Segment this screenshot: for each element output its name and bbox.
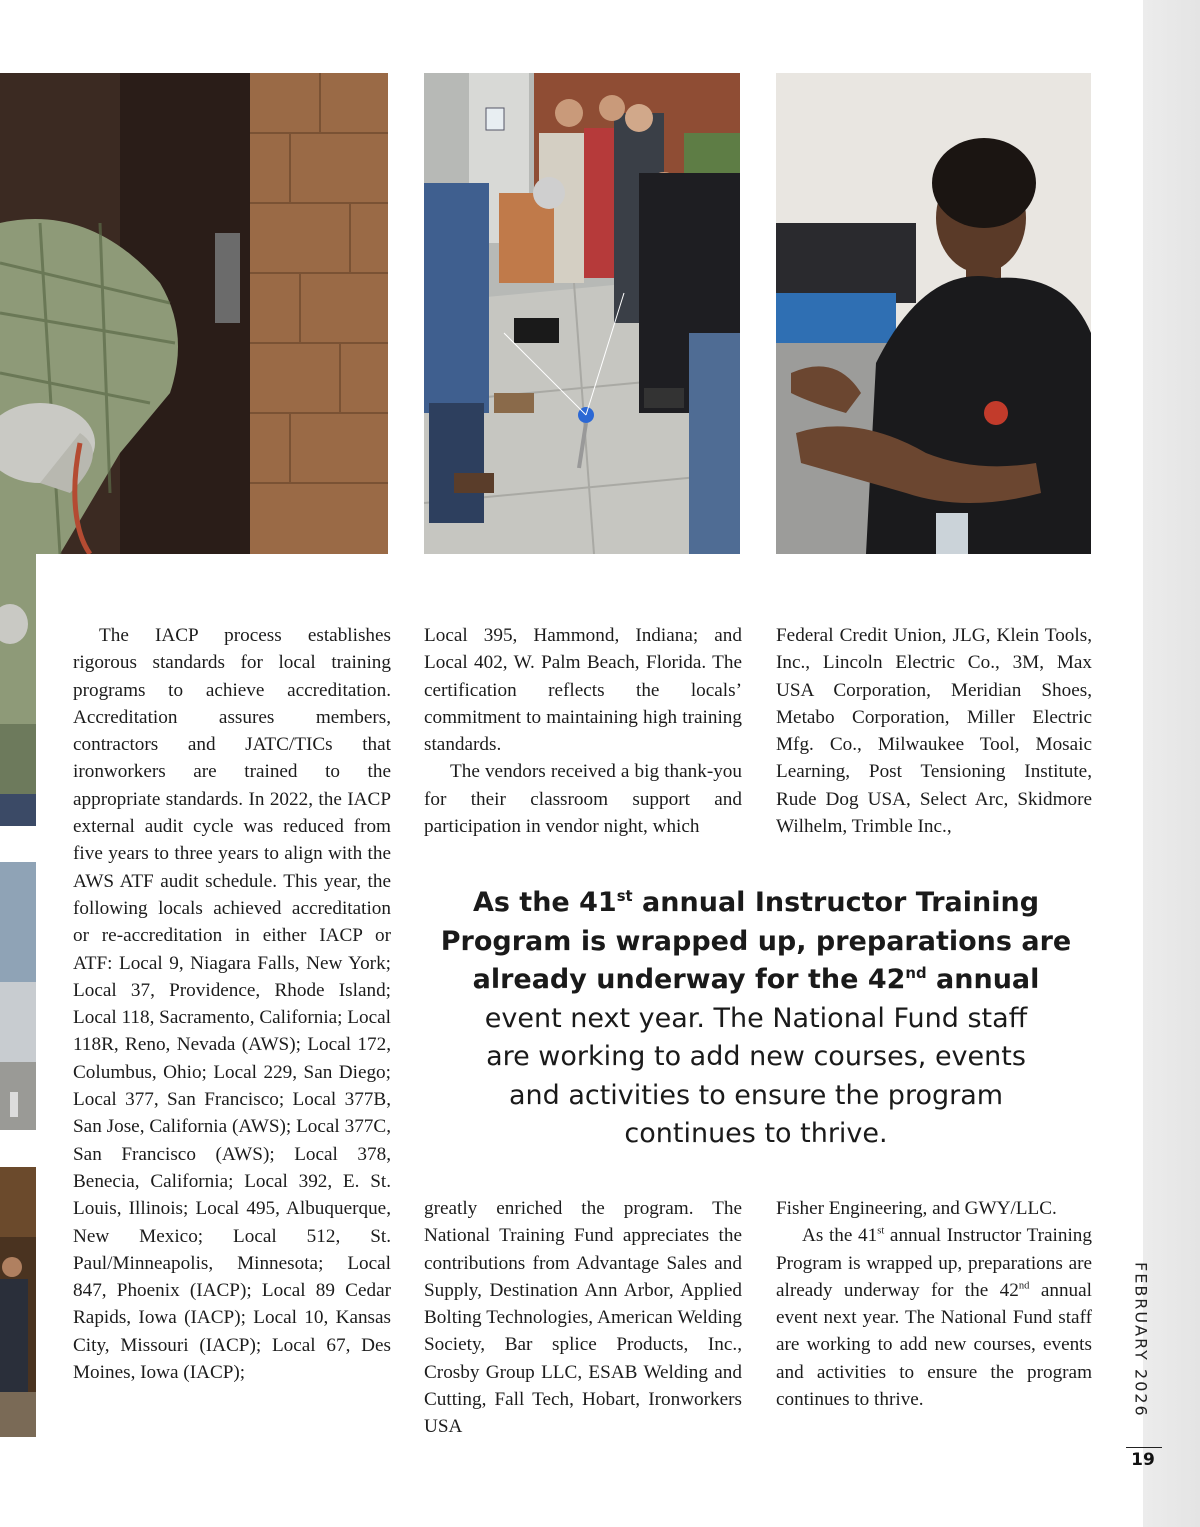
body-text: annual event next year. The National Fund staff are working to add new courses, events and activities to ensure the program continues to thrive. xyxy=(776,1279,1092,1411)
ordinal-suffix: st xyxy=(877,1225,885,1237)
body-text: As the 41 xyxy=(802,1225,878,1247)
body-paragraph: Local 395, Hammond, Indiana; and Local 402, W. Palm Beach, Florida. The certification reflects the locals’ commitment to maintaining high training standards. xyxy=(424,625,742,756)
body-text: annual Instructor Training Program is wrapped up, preparations are already underway for the 42 xyxy=(776,1225,1092,1301)
body-paragraph: The IACP process establishes rigorous standards for local training programs to achieve accreditation. Accreditation assures members, contractors and JATC/TICs that ironworkers are trained to the appropriate standards. In 2022, the IACP external audit cycle was reduced from five years to three years to align with the AWS ATF audit schedule. This year, the following locals achieved accreditation or re-accreditation in either IACP or ATF: Local 9, Niagara Falls, New York; Local 37, Providence, Rhode Island; Local 118, Sacramento, California; Local 118R, Reno, Nevada (AWS); Local 172, Columbus, Ohio; Local 229, San Diego; Local 377, San Francisco; Local 377B, San Jose, California (AWS); Local 377C, San Francisco (AWS); Local 378, Benecia, California; Local 392, E. St. Louis, Illinois; Local 495, Albuquerque, New Mexico; Local 512, St. Paul/Minneapolis, Minnesota; Local 847, Phoenix (IACP); Local 89 Cedar Rapids, Iowa (IACP); Local 10, Kansas City, Missouri (IACP); Local 67, Des Moines, Iowa (IACP); xyxy=(73,625,391,1384)
left-strip-photo-1 xyxy=(0,554,36,826)
photo-fragment-icon xyxy=(0,1167,36,1437)
pull-quote xyxy=(436,884,1076,1154)
photo-fragment-icon xyxy=(0,554,36,826)
issue-date-text: FEBRUARY 2026 xyxy=(1131,1262,1151,1418)
group-demonstration-photo-icon xyxy=(424,73,740,554)
left-strip-photo-3 xyxy=(0,1167,36,1437)
body-paragraph: The vendors received a big thank-you for their classroom support and participation in vendor night, which xyxy=(424,761,742,838)
body-column-1 xyxy=(73,622,391,1386)
page-number: 19 xyxy=(1131,1450,1155,1470)
body-paragraph xyxy=(776,1222,1092,1413)
photo-fragment-icon xyxy=(0,862,36,1130)
worker-plaid-shirt-photo-icon xyxy=(0,73,388,554)
right-photo xyxy=(776,73,1091,554)
pull-quote-bold xyxy=(436,884,1076,1000)
pull-quote-regular: event next year. The National Fund staff are working to add new courses, events and activities to ensure the program continues to thrive. xyxy=(484,1002,1028,1149)
pull-quote-text: As the 41 xyxy=(472,887,617,918)
pull-quote-text: annual xyxy=(926,964,1040,995)
ordinal-suffix: st xyxy=(616,887,633,905)
page-number-rule xyxy=(1126,1447,1162,1448)
body-column-3-top xyxy=(776,622,1092,840)
body-column-3-bottom xyxy=(776,1195,1092,1413)
instructor-speaking-photo-icon xyxy=(776,73,1091,554)
body-column-2-bottom xyxy=(424,1195,742,1441)
ordinal-suffix: nd xyxy=(1018,1280,1030,1292)
left-strip-photo-2 xyxy=(0,862,36,1130)
body-paragraph: greatly enriched the program. The National Training Fund appreciates the contributions from Advantage Sales and Supply, Destination Ann Arbor, Applied Bolting Technologies, American Welding Society, Bar splice Products, Inc., Crosby Group LLC, ESAB Welding and Cutting, Fall Tech, Hobart, Ironworkers USA xyxy=(424,1198,742,1438)
middle-photo xyxy=(424,73,740,554)
body-column-2-top xyxy=(424,622,742,840)
left-photo xyxy=(0,73,388,554)
ordinal-suffix: nd xyxy=(905,964,927,982)
body-paragraph: Fisher Engineering, and GWY/LLC. xyxy=(776,1198,1057,1219)
pull-quote-text: annual Instructor Training Program is wrapped up, preparations are already underway for the 42 xyxy=(440,887,1072,995)
body-paragraph: Federal Credit Union, JLG, Klein Tools, Inc., Lincoln Electric Co., 3M, Max USA Corporation, Meridian Shoes, Metabo Corporation, Miller Electric Mfg. Co., Milwaukee Tool, Mosaic Learning, Post Tensioning Institute, Rude Dog USA, Select Arc, Skidmore Wilhelm, Trimble Inc., xyxy=(776,625,1092,838)
